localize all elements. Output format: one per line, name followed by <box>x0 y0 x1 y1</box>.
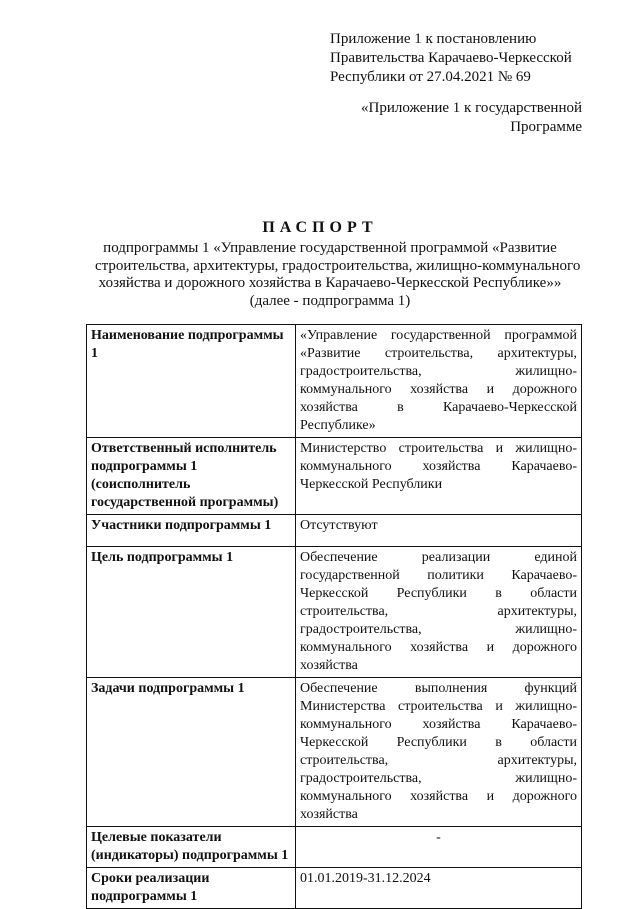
row-value: - <box>296 827 582 868</box>
subtitle-line: строительства, архитектуры, градостроительства, жилищно-коммунального <box>95 257 581 274</box>
row-value: «Управление государственной программой «Развитие строительства, архитектуры, градостроительства, жилищно-коммунального хозяйства и дорожного хозяйства в Карачаево-Черкесской Республике» <box>296 325 582 438</box>
header-line: Республики от 27.04.2021 № 69 <box>330 69 531 85</box>
appendix-line: «Приложение 1 к государственной <box>361 100 582 116</box>
subtitle-line: подпрограммы 1 «Управление государственной программой «Развитие <box>103 240 557 256</box>
table-row <box>87 515 582 547</box>
row-value: Обеспечение выполнения функций Министерства строительства и жилищно-коммунального хозяйства Карачаево-Черкесской Республики в области строительства, архитектуры, градостроительства, жилищно-коммунального хозяйства и дорожного хозяйства <box>296 678 582 827</box>
header-line: Приложение 1 к постановлению <box>330 31 537 47</box>
row-label: Наименование подпрограммы 1 <box>87 325 296 438</box>
row-value: Отсутствуют <box>296 515 582 547</box>
row-label: Участники подпрограммы 1 <box>87 515 296 547</box>
document-title: ПАСПОРТ <box>262 219 378 236</box>
subtitle-line: (далее - подпрограмма 1) <box>249 292 411 309</box>
appendix-line: Программе <box>510 119 582 135</box>
table-row <box>87 547 582 678</box>
row-label: Ответственный исполнитель подпрограммы 1 (соисполнитель государственной программы) <box>87 438 296 515</box>
table-row <box>87 325 582 438</box>
row-value: Обеспечение реализации единой государственной политики Карачаево-Черкесской Республики в области строительства, архитектуры, градостроительства, жилищно-коммунального хозяйства и дорожного хозяйства <box>296 547 582 678</box>
row-value: 01.01.2019-31.12.2024 <box>296 868 582 909</box>
document-subtitle <box>95 240 581 310</box>
row-label: Задачи подпрограммы 1 <box>87 678 296 827</box>
passport-table <box>86 324 582 909</box>
row-label: Целевые показатели (индикаторы) подпрограммы 1 <box>87 827 296 868</box>
row-value: Министерство строительства и жилищно-коммунального хозяйства Карачаево-Черкесской Республики <box>296 438 582 515</box>
appendix-note <box>361 99 582 137</box>
table-row <box>87 827 582 868</box>
table-row <box>87 678 582 827</box>
table-row <box>87 868 582 909</box>
resolution-header <box>330 30 572 87</box>
row-label: Цель подпрограммы 1 <box>87 547 296 678</box>
header-line: Правительства Карачаево-Черкесской <box>330 50 572 66</box>
row-label: Сроки реализации подпрограммы 1 <box>87 868 296 909</box>
subtitle-line: хозяйства и дорожного хозяйства в Карачаево-Черкесской Республике»» <box>98 275 562 291</box>
table-row <box>87 438 582 515</box>
